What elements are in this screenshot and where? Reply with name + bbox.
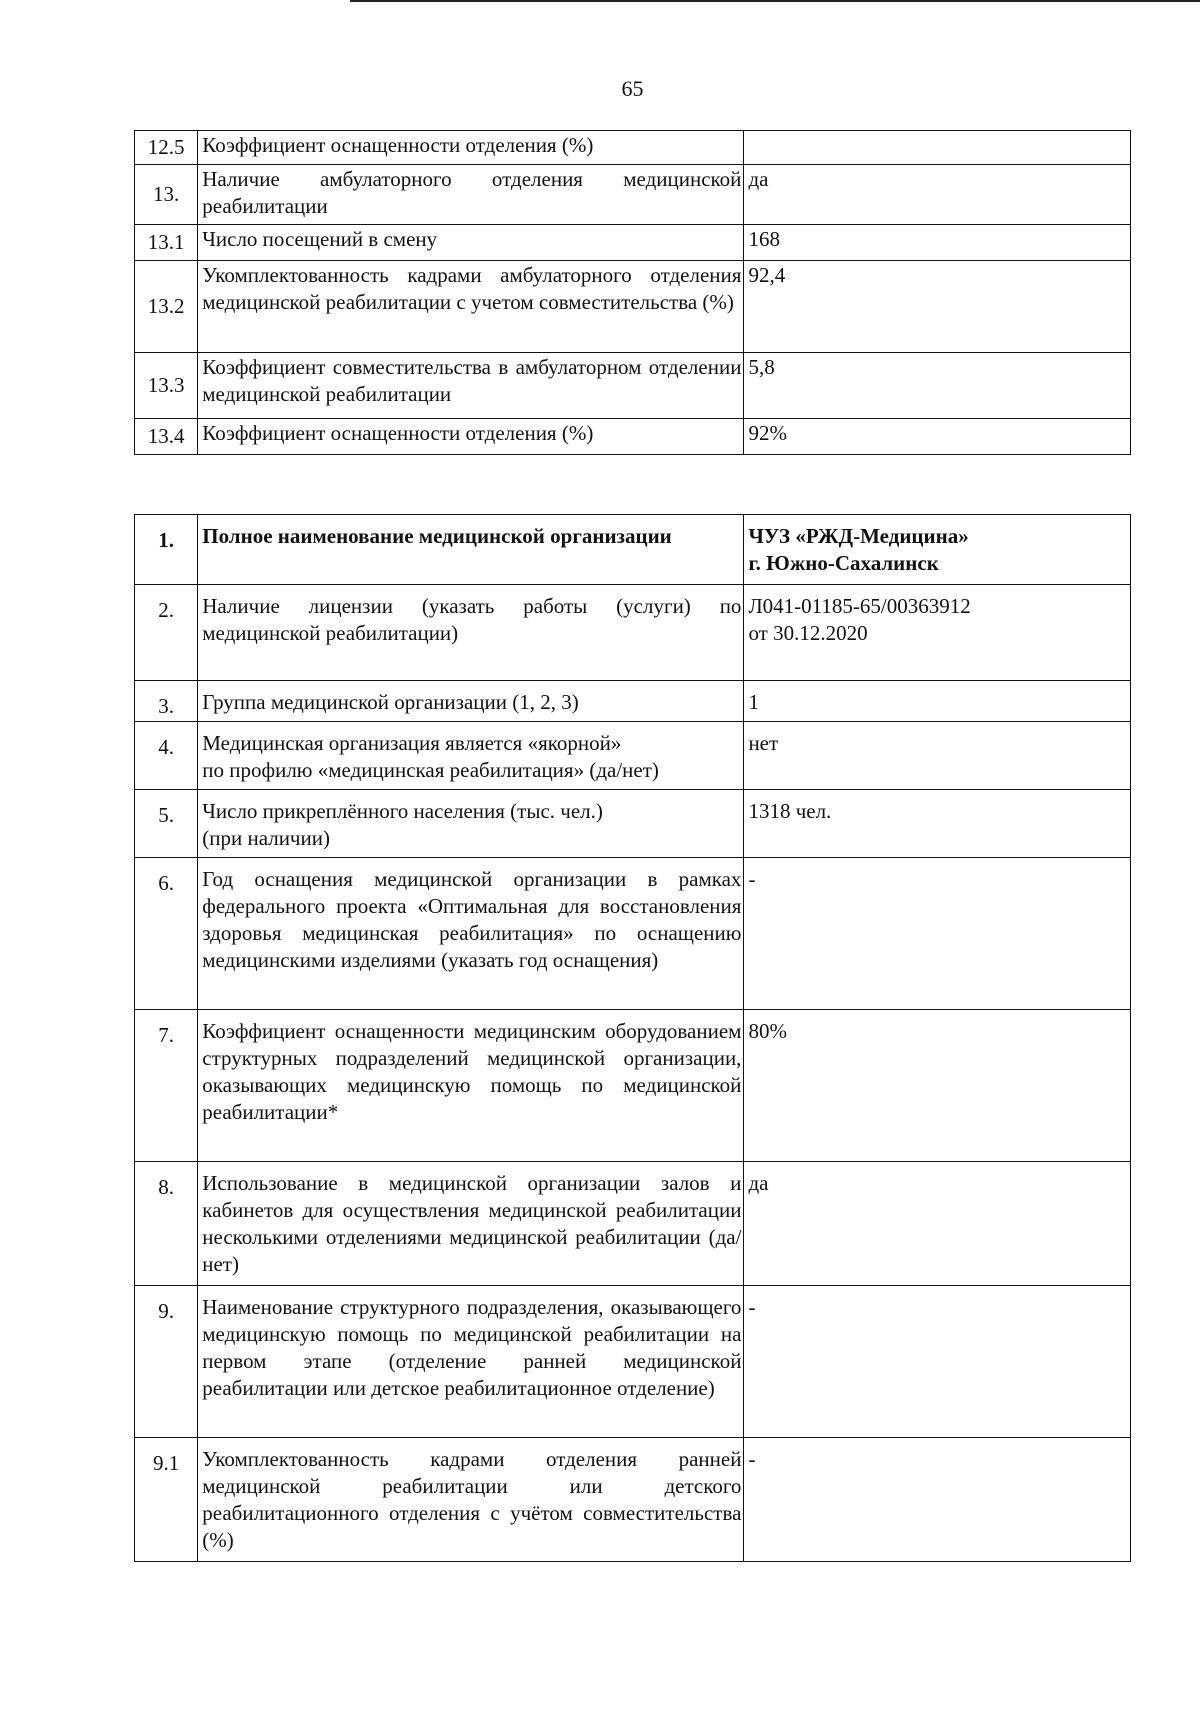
row-label: Наличие лицензии (указать работы (услуги) по медицинской реабилитации) (198, 585, 744, 681)
row-value (744, 515, 1131, 585)
row-number: 2. (135, 585, 198, 681)
table-row (135, 1162, 1131, 1286)
row-value: 80% (744, 1010, 1131, 1162)
row-label: Число посещений в смену (198, 225, 744, 261)
row-number: 13. (135, 165, 198, 225)
row-label: Коэффициент оснащенности медицинским оборудованием структурных подразделений медицинской организации, оказывающих медицинскую помощь по медицинской реабилитации* (198, 1010, 744, 1162)
row-number: 9.1 (135, 1438, 198, 1562)
org-name: ЧУЗ «РЖД-Медицина» (748, 524, 969, 548)
organization-table (134, 514, 1131, 1562)
row-value: нет (744, 722, 1131, 790)
row-label: Год оснащения медицинской организации в рамках федерального проекта «Оптимальная для восстановления здоровья медицинская реабилитация» по оснащению медицинскими изделиями (указать год оснащения) (198, 858, 744, 1010)
table-row (135, 165, 1131, 225)
table-continuation (134, 130, 1131, 455)
row-value: да (744, 165, 1131, 225)
license-date: от 30.12.2020 (748, 621, 868, 645)
table-row (135, 419, 1131, 455)
row-number: 13.1 (135, 225, 198, 261)
table-row (135, 131, 1131, 165)
row-value (744, 585, 1131, 681)
table-row (135, 858, 1131, 1010)
row-number: 6. (135, 858, 198, 1010)
row-number: 13.3 (135, 353, 198, 419)
row-label: Наименование структурного подразделения, оказывающего медицинскую помощь по медицинской реабилитации на первом этапе (отделение ранней медицинской реабилитации или детское реабилитационное отделение) (198, 1286, 744, 1438)
top-rule (350, 0, 1200, 2)
table-row (135, 225, 1131, 261)
row-value: да (744, 1162, 1131, 1286)
row-number: 5. (135, 790, 198, 858)
license-number: Л041-01185-65/00363912 (748, 594, 971, 618)
row-number: 4. (135, 722, 198, 790)
row-value: 92% (744, 419, 1131, 455)
row-label: Коэффициент оснащенности отделения (%) (198, 419, 744, 455)
row-value (744, 131, 1131, 165)
table-row (135, 585, 1131, 681)
row-value: - (744, 858, 1131, 1010)
row-label-line: по профилю «медицинская реабилитация» (да/нет) (202, 758, 659, 782)
row-number: 9. (135, 1286, 198, 1438)
row-value: 92,4 (744, 261, 1131, 353)
table-row (135, 1286, 1131, 1438)
row-number: 1. (135, 515, 198, 585)
table-row (135, 353, 1131, 419)
row-label-line: Медицинская организация является «якорной» (202, 731, 622, 755)
row-value: 1 (744, 681, 1131, 722)
row-label: Коэффициент совместительства в амбулаторном отделении медицинской реабилитации (198, 353, 744, 419)
row-label: Использование в медицинской организации залов и кабинетов для осуществления медицинской реабилитации несколькими отделениями медицинской реабилитации (да/нет) (198, 1162, 744, 1286)
row-value: 1318 чел. (744, 790, 1131, 858)
row-label: Полное наименование медицинской организации (198, 515, 744, 585)
row-label: Укомплектованность кадрами амбулаторного отделения медицинской реабилитации с учетом совместительства (%) (198, 261, 744, 353)
row-label (198, 790, 744, 858)
table-row (135, 1010, 1131, 1162)
row-number: 7. (135, 1010, 198, 1162)
row-label-line: (при наличии) (202, 826, 330, 850)
row-value: - (744, 1286, 1131, 1438)
org-city: г. Южно-Сахалинск (748, 551, 939, 575)
row-label: Наличие амбулаторного отделения медицинской реабилитации (198, 165, 744, 225)
page-number: 65 (621, 76, 644, 101)
row-number: 3. (135, 681, 198, 722)
table-row (135, 681, 1131, 722)
table-row (135, 261, 1131, 353)
row-label: Укомплектованность кадрами отделения ранней медицинской реабилитации или детского реабилитационного отделения с учётом совместительства (%) (198, 1438, 744, 1562)
row-label: Группа медицинской организации (1, 2, 3) (198, 681, 744, 722)
row-value: 168 (744, 225, 1131, 261)
row-label (198, 722, 744, 790)
row-number: 13.4 (135, 419, 198, 455)
table-row (135, 790, 1131, 858)
row-value: - (744, 1438, 1131, 1562)
table-row (135, 1438, 1131, 1562)
table-row (135, 515, 1131, 585)
row-number: 13.2 (135, 261, 198, 353)
row-number: 12.5 (135, 131, 198, 165)
row-label: Коэффициент оснащенности отделения (%) (198, 131, 744, 165)
row-number: 8. (135, 1162, 198, 1286)
table-row (135, 722, 1131, 790)
row-value: 5,8 (744, 353, 1131, 419)
row-label-line: Число прикреплённого населения (тыс. чел.) (202, 799, 603, 823)
